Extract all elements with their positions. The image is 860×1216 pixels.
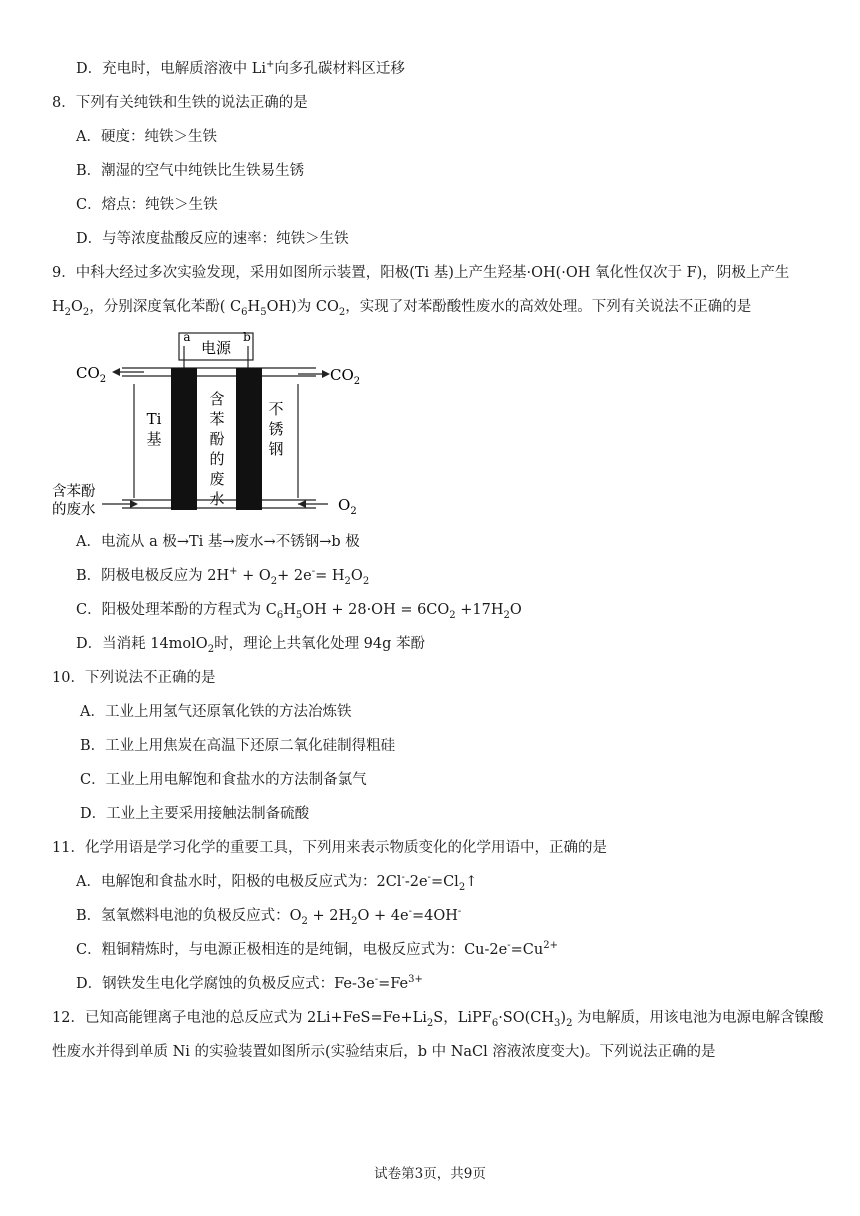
svg-text:废: 废 bbox=[209, 470, 225, 488]
svg-text:的: 的 bbox=[209, 450, 225, 468]
q11-stem: 11．化学用语是学习化学的重要工具，下列用来表示物质变化的化学用语中，正确的是 bbox=[52, 840, 607, 856]
q8-stem: 8．下列有关纯铁和生铁的说法正确的是 bbox=[52, 95, 308, 111]
q10-option-d: D．工业上主要采用接触法制备硫酸 bbox=[80, 806, 310, 822]
inlet-arrowhead bbox=[130, 500, 138, 508]
electrolysis-cell-diagram bbox=[48, 328, 378, 524]
svg-text:锈: 锈 bbox=[268, 420, 284, 438]
ti-anode bbox=[171, 368, 197, 510]
cathode-label bbox=[268, 400, 283, 458]
anode-label-base: 基 bbox=[146, 430, 162, 448]
inlet-label-line1: 含苯酚 bbox=[52, 484, 96, 500]
q10-stem: 10．下列说法不正确的是 bbox=[52, 670, 216, 686]
q11-option-a: A．电解饱和食盐水时，阳极的电极反应式为：$2Cl^--2e^-=Cl_2↑$ bbox=[76, 872, 478, 893]
anode-label-ti: Ti bbox=[146, 410, 162, 428]
power-supply-label: 电源 bbox=[200, 339, 232, 357]
q12-stem-line2: 性废水并得到单质 Ni 的实验装置如图所示(实验结束后，b 中 NaCl 溶液浓度变大)。下列说法正确的是 bbox=[52, 1044, 716, 1060]
o2-arrowhead bbox=[298, 500, 306, 508]
svg-text:酚: 酚 bbox=[209, 430, 225, 448]
q12-stem-line1: 12．已知高能锂离子电池的总反应式为 $2Li+FeS=Fe+Li_2S$，$LiPF_6\cdot SO(CH_3)_2$ 为电解质，用该电池为电源电解含镍酸 bbox=[52, 1010, 824, 1029]
stainless-steel-cathode bbox=[236, 368, 262, 510]
svg-text:苯: 苯 bbox=[209, 410, 225, 428]
q11-option-c: C．粗铜精炼时，与电源正极相连的是纯铜，电极反应式为：$Cu-2e^-=Cu^{2+}$ bbox=[76, 940, 558, 958]
terminal-a-label: a bbox=[183, 330, 191, 344]
q9-stem-line1: 9．中科大经过多次实验发现，采用如图所示装置，阳极(Ti 基)上产生羟基·OH(·OH 氧化性仅次于 F)，阴极上产生 bbox=[52, 265, 790, 281]
o2-label: $O_2$ bbox=[338, 496, 357, 517]
q10-option-b: B．工业上用焦炭在高温下还原二氧化硅制得粗硅 bbox=[80, 738, 396, 754]
svg-text:含: 含 bbox=[209, 390, 225, 408]
co2-right-label: $CO_2$ bbox=[330, 366, 361, 387]
q9-option-b: B．阴极电极反应为 $2H^+ + O_2+ 2e^-= H_2O_2$ bbox=[76, 566, 370, 587]
q10-option-c: C．工业上用电解饱和食盐水的方法制备氯气 bbox=[80, 772, 367, 788]
terminal-b-label: b bbox=[243, 330, 251, 344]
co2-right-arrowhead bbox=[322, 370, 330, 378]
co2-left-arrowhead bbox=[112, 368, 120, 376]
q9-option-a: A．电流从 a 极→Ti 基→废水→不锈钢→b 极 bbox=[76, 534, 360, 550]
q11-option-d: D．钢铁发生电化学腐蚀的负极反应式：$Fe-3e^-=Fe^{3+}$ bbox=[76, 974, 423, 992]
q8-option-b: B．潮湿的空气中纯铁比生铁易生锈 bbox=[76, 163, 305, 179]
middle-chamber-label bbox=[209, 390, 224, 508]
q9-stem-line2: $H_2O_2$，分别深度氧化苯酚( $C_6H_5OH$)为 $CO_2$，实现了对苯酚酸性废水的高效处理。下列有关说法不正确的是 bbox=[52, 299, 752, 318]
inlet-label-line2: 的废水 bbox=[52, 502, 96, 518]
q10-option-a: A．工业上用氢气还原氧化铁的方法冶炼铁 bbox=[80, 704, 352, 720]
q9-option-d: D．当消耗 14molO$_2$时，理论上共氧化处理 94g 苯酚 bbox=[76, 636, 426, 655]
q8-option-d: D．与等浓度盐酸反应的速率：纯铁＞生铁 bbox=[76, 231, 349, 247]
q9-option-c: C．阳极处理苯酚的方程式为 $C_6H_5OH + 28\cdot OH = 6CO_2 +17H_2O$ bbox=[76, 602, 522, 621]
q7-option-d: D．充电时，电解质溶液中 Li+向多孔碳材料区迁移 bbox=[76, 59, 405, 77]
q8-option-c: C．熔点：纯铁＞生铁 bbox=[76, 197, 218, 213]
co2-left-label: $CO_2$ bbox=[76, 364, 107, 385]
page-footer: 试卷第3页，共9页 bbox=[374, 1166, 486, 1182]
q11-option-b: B．氢氧燃料电池的负极反应式：$O_2 + 2H_2O + 4e^-=4OH^-$ bbox=[76, 906, 462, 927]
svg-text:水: 水 bbox=[209, 490, 225, 508]
q8-option-a: A．硬度：纯铁＞生铁 bbox=[76, 129, 217, 145]
svg-text:钢: 钢 bbox=[268, 440, 284, 458]
svg-text:不: 不 bbox=[268, 400, 284, 418]
